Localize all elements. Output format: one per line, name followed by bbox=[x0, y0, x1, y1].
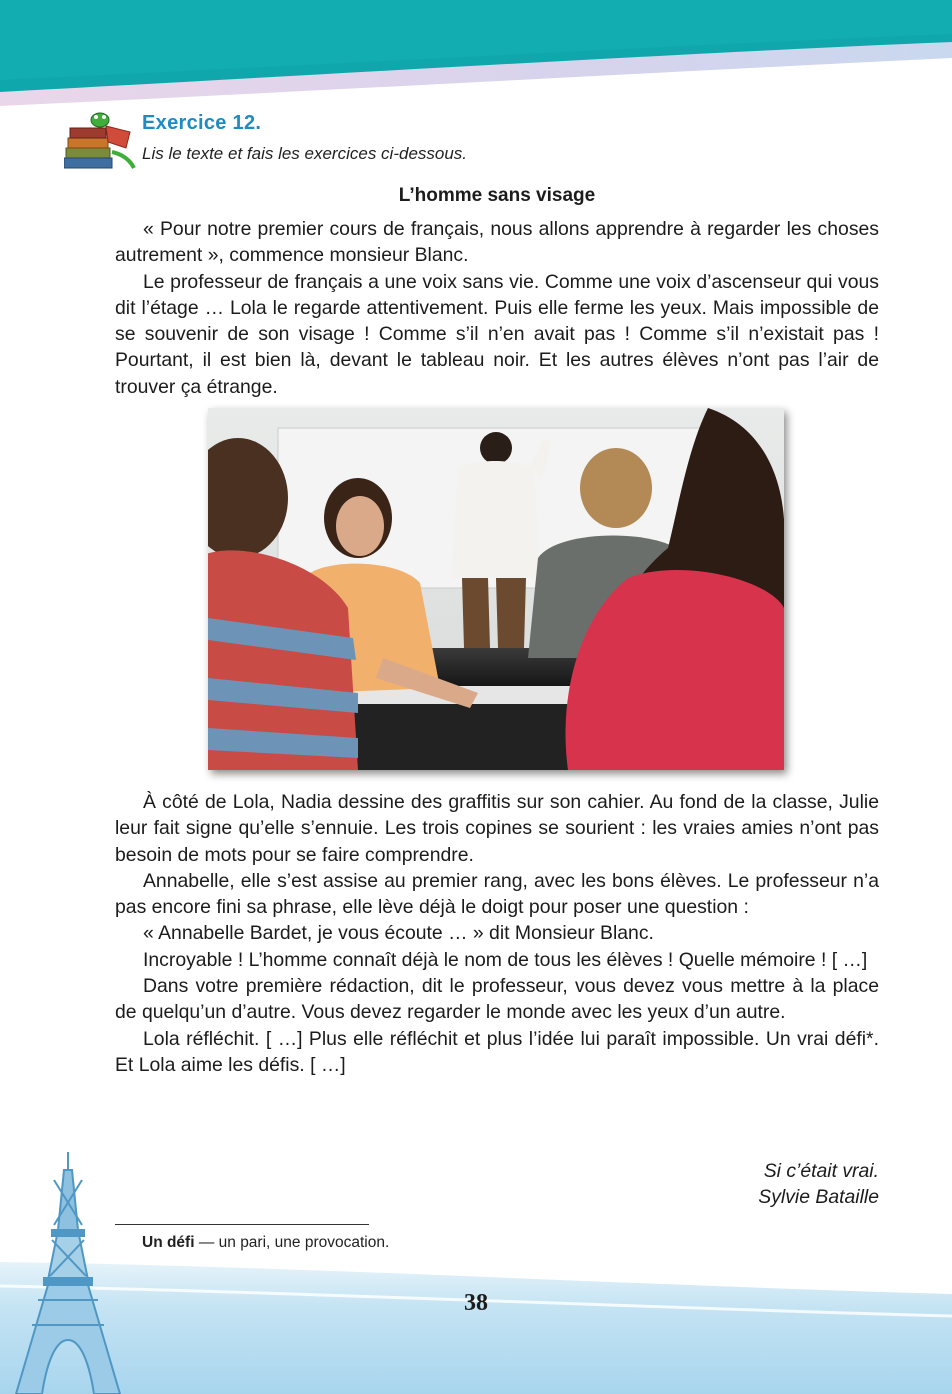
story-paragraph: Annabelle, elle s’est assise au premier rang, avec les bons élèves. Le professeur n’a pas encore fini sa phrase, elle lève déjà le doigt pour poser une question : bbox=[115, 869, 879, 919]
story-paragraph: Incroyable ! L’homme connaît déjà le nom de tous les élèves ! Quelle mémoire ! [ …] bbox=[143, 948, 868, 971]
story-title: L’homme sans visage bbox=[398, 185, 596, 206]
story-paragraph: Lola réfléchit. [ …] Plus elle réfléchit et plus l’idée lui paraît impossible. Un vrai défi*. Et Lola aime les défis. [ …] bbox=[115, 1027, 879, 1076]
story-paragraph: Dans votre première rédaction, dit le professeur, vous devez vous mettre à la place de quelqu’un d’autre. Vous devez regarder le monde avec les yeux d’un autre. bbox=[115, 975, 879, 1024]
exercise-instruction: Lis le texte et fais les exercices ci-dessous. bbox=[142, 144, 468, 163]
story-text-before-photo bbox=[115, 216, 879, 400]
story-paragraph: Le professeur de français a une voix sans vie. Comme une voix d’ascenseur qui vous dit l’étage … Lola le regarde attentivement. Puis elle ferme les yeux. Mais impossible de se souvenir de son visage ! Comme s’il n’en avait pas ! Comme s’il n’existait pas ! Pourtant, il est bien là, devant le tableau noir. Et les autres élèves n’ont pas l’air de trouver ça étrange. bbox=[115, 270, 879, 398]
source-title: Si c’était vrai. bbox=[763, 1160, 879, 1182]
classroom-photo bbox=[208, 408, 784, 770]
story-paragraph: « Annabelle Bardet, je vous écoute … » dit Monsieur Blanc. bbox=[143, 922, 654, 945]
exercise-title: Exercice 12. bbox=[142, 112, 262, 134]
footnote-term: Un défi bbox=[142, 1234, 195, 1251]
footnote-divider bbox=[115, 1224, 369, 1225]
story-paragraph: « Pour notre premier cours de français, nous allons apprendre à regarder les choses autrement », commence monsieur Blanc. bbox=[115, 218, 879, 267]
footnote-definition: — un pari, une provocation. bbox=[194, 1234, 390, 1251]
bottom-band bbox=[0, 1246, 952, 1394]
eiffel-tower-icon bbox=[8, 1150, 128, 1394]
footnote bbox=[142, 1234, 389, 1252]
story-paragraph: À côté de Lola, Nadia dessine des graffitis sur son cahier. Au fond de la classe, Julie leur fait signe qu’elle s’ennuie. Les trois copines se sourient : les vraies amies n’ont pas besoin de mots pour se faire comprendre. bbox=[115, 791, 879, 866]
books-and-frog-icon bbox=[64, 112, 136, 172]
top-banner bbox=[0, 0, 952, 120]
story-text-after-photo bbox=[115, 789, 879, 1078]
page-number: 38 bbox=[464, 1290, 488, 1316]
source-author: Sylvie Bataille bbox=[758, 1186, 879, 1208]
story-attribution bbox=[758, 1158, 879, 1210]
